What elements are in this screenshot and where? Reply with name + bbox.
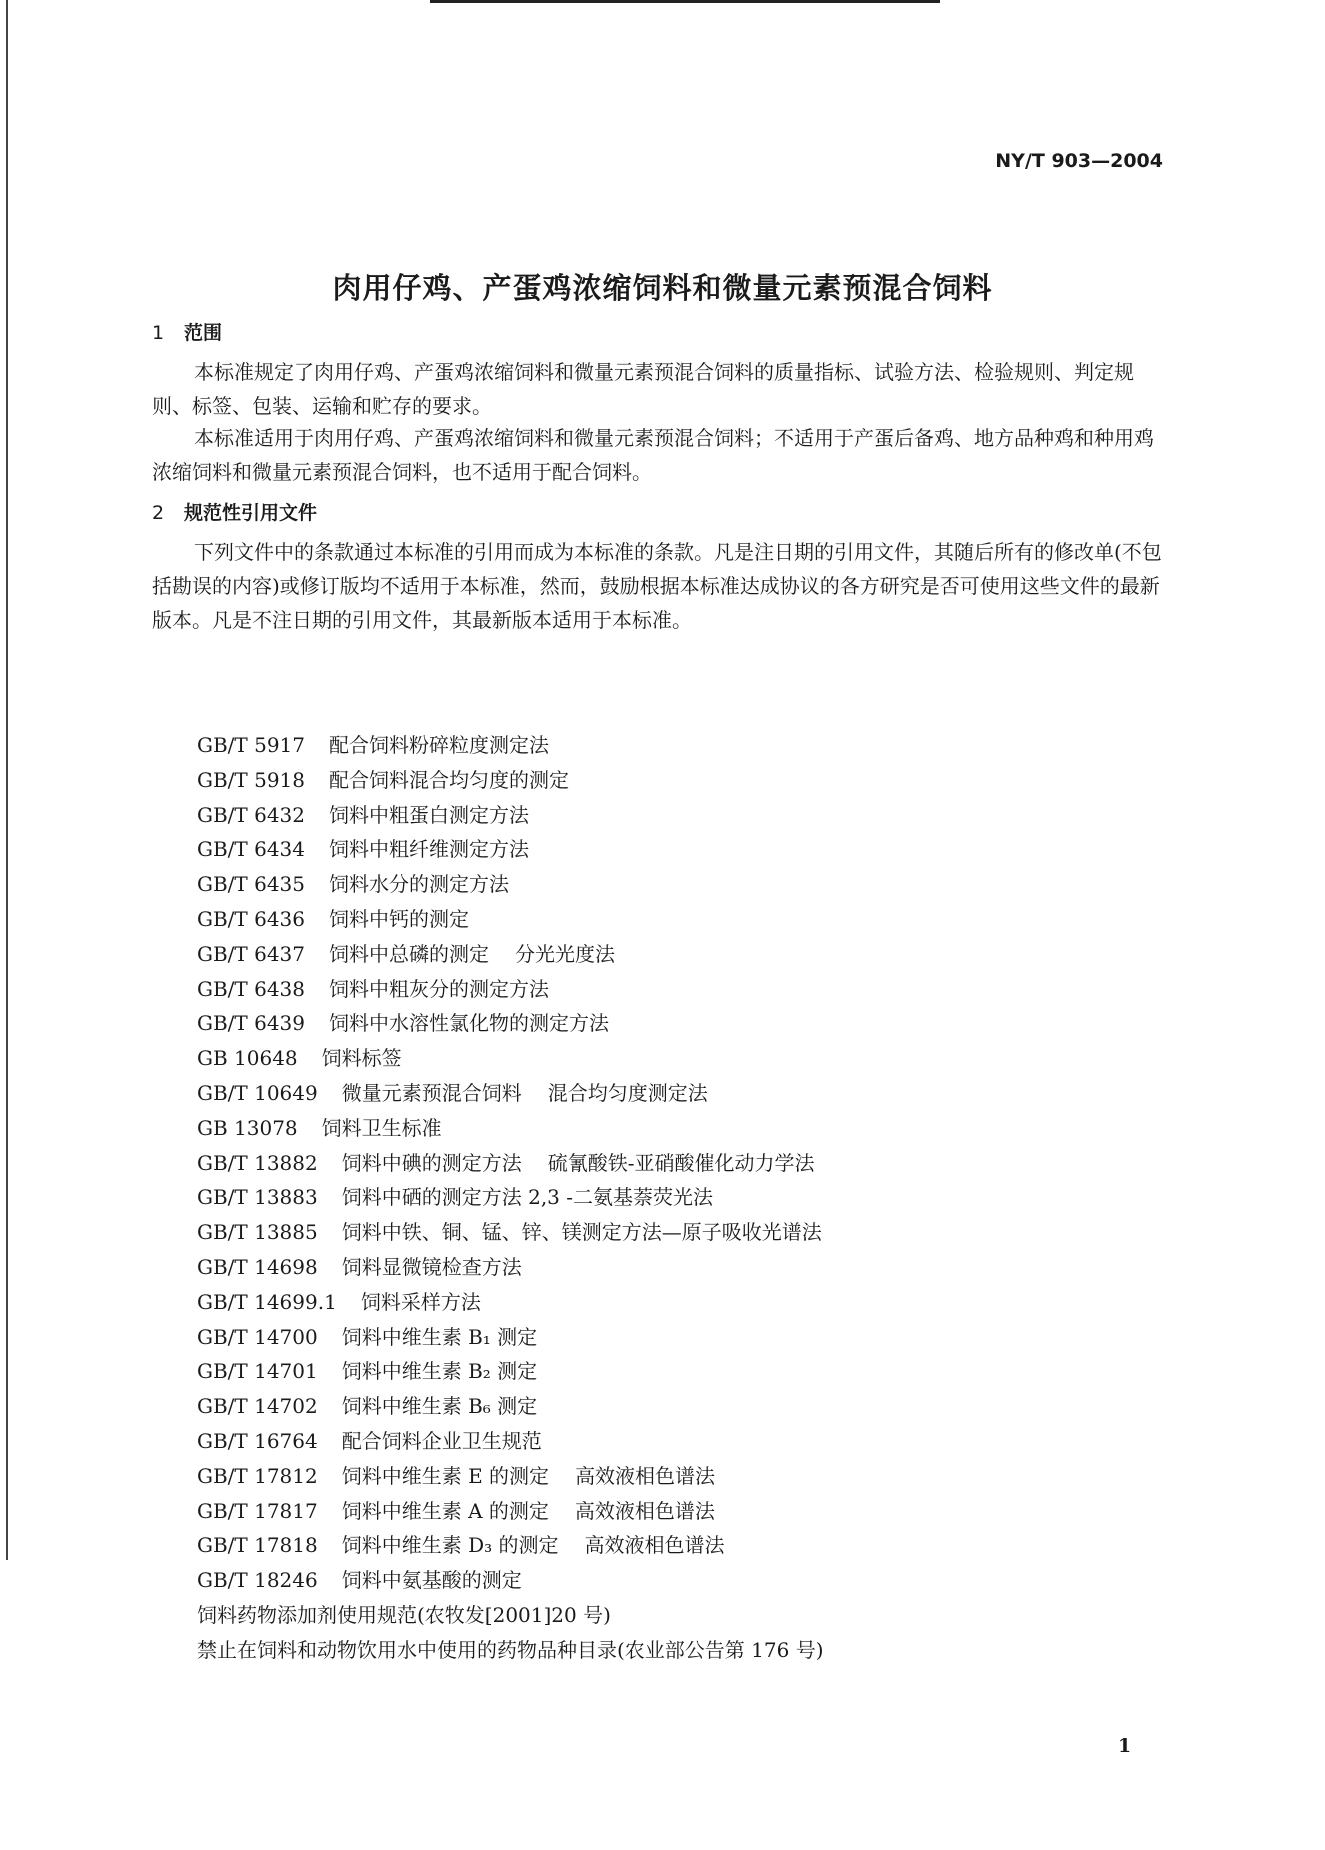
reference-code: GB/T 17818: [197, 1533, 318, 1558]
reference-title: 配合饲料粉碎粒度测定法: [329, 733, 550, 757]
reference-title: 配合饲料企业卫生规范: [341, 1428, 542, 1453]
reference-item: [197, 1076, 1157, 1111]
reference-title: 饲料中碘的测定方法: [341, 1150, 522, 1175]
reference-code: GB/T 13885: [197, 1220, 318, 1245]
section-2-heading: [152, 498, 317, 525]
reference-item: [197, 1528, 1157, 1563]
reference-code: GB/T 6435: [197, 872, 306, 897]
section-2-title: 规范性引用文件: [184, 502, 318, 524]
reference-title: 饲料中维生素 E 的测定: [341, 1463, 550, 1488]
section-1-number: 1: [152, 322, 165, 344]
reference-method: 分光光度法: [515, 941, 616, 966]
reference-item: [197, 1563, 1157, 1598]
reference-item: [197, 728, 1157, 763]
reference-method: 硫氰酸铁-亚硝酸催化动力学法: [547, 1150, 815, 1175]
reference-item: [197, 1459, 1157, 1494]
reference-title: 饲料中维生素 B₂ 测定: [341, 1359, 538, 1384]
reference-code: GB/T 6437: [197, 941, 306, 966]
reference-item: [197, 867, 1157, 902]
reference-item: [197, 1180, 1157, 1215]
reference-code: GB/T 13882: [197, 1150, 318, 1175]
reference-code: GB/T 13883: [197, 1185, 318, 1210]
reference-item: [197, 937, 1157, 972]
reference-code: GB/T 18246: [197, 1568, 318, 1593]
reference-code: GB/T 5917: [197, 733, 306, 757]
reference-title: 饲料卫生标准: [321, 1115, 442, 1140]
reference-title: 微量元素预混合饲料: [341, 1080, 522, 1105]
section-1-paragraph-2: 本标准适用于肉用仔鸡、产蛋鸡浓缩饲料和微量元素预混合饲料；不适用于产蛋后备鸡、地方品种鸡和种用鸡浓缩饲料和微量元素预混合饲料，也不适用于配合饲料。: [152, 426, 1154, 484]
reference-item: [197, 832, 1157, 867]
reference-method: 混合均匀度测定法: [547, 1080, 708, 1105]
reference-title: 饲料中维生素 B₁ 测定: [341, 1324, 538, 1349]
reference-item: [197, 1494, 1157, 1529]
reference-method: 高效液相色谱法: [584, 1533, 725, 1558]
reference-item: [197, 1250, 1157, 1285]
reference-code: GB/T 14701: [197, 1359, 318, 1384]
reference-title: 饲料中维生素 A 的测定: [341, 1498, 549, 1523]
reference-title: 饲料中粗纤维测定方法: [329, 837, 530, 862]
reference-code: GB/T 6438: [197, 976, 306, 1001]
reference-item: [197, 1041, 1157, 1076]
reference-code: GB/T 16764: [197, 1428, 318, 1453]
reference-code: GB/T 5918: [197, 767, 306, 792]
section-1-heading: [152, 318, 222, 345]
reference-item: [197, 1146, 1157, 1181]
reference-code: GB/T 10649: [197, 1080, 318, 1105]
standard-code: NY/T 903—2004: [995, 150, 1163, 172]
reference-title: 饲料显微镜检查方法: [341, 1254, 522, 1279]
reference-method: 高效液相色谱法: [575, 1463, 716, 1488]
reference-code: GB/T 6434: [197, 837, 306, 862]
reference-title: 饲料采样方法: [360, 1289, 481, 1314]
reference-title: 饲料中水溶性氯化物的测定方法: [329, 1011, 610, 1036]
reference-title: 饲料中钙的测定: [329, 906, 470, 931]
reference-code: GB/T 6432: [197, 802, 306, 827]
reference-item: [197, 1633, 1157, 1668]
reference-item: [197, 1424, 1157, 1459]
reference-item: [197, 1215, 1157, 1250]
reference-title: 饲料标签: [321, 1046, 402, 1071]
reference-title: 饲料中维生素 D₃ 的测定: [341, 1533, 559, 1558]
reference-title: 饲料水分的测定方法: [329, 872, 510, 897]
top-rule: [430, 0, 940, 3]
reference-title: 饲料中铁、铜、锰、锌、镁测定方法—原子吸收光谱法: [341, 1220, 822, 1245]
reference-title: 禁止在饲料和动物饮用水中使用的药物品种目录(农业部公告第 176 号): [197, 1637, 824, 1662]
reference-title: 饲料中总磷的测定: [329, 941, 490, 966]
reference-code: GB/T 14698: [197, 1254, 318, 1279]
section-2-number: 2: [152, 502, 165, 524]
reference-code: GB 13078: [197, 1115, 298, 1140]
reference-code: GB/T 17812: [197, 1463, 318, 1488]
reference-code: GB 10648: [197, 1046, 298, 1071]
reference-code: GB/T 14699.1: [197, 1289, 337, 1314]
reference-title: 饲料中粗灰分的测定方法: [329, 976, 550, 1001]
reference-item: [197, 1285, 1157, 1320]
reference-code: GB/T 14700: [197, 1324, 318, 1349]
reference-item: [197, 763, 1157, 798]
reference-item: [197, 1354, 1157, 1389]
reference-title: 饲料中粗蛋白测定方法: [329, 802, 530, 827]
reference-item: [197, 1111, 1157, 1146]
reference-item: [197, 902, 1157, 937]
reference-item: [197, 798, 1157, 833]
reference-item: [197, 972, 1157, 1007]
page-number: 1: [1118, 1735, 1132, 1757]
reference-code: GB/T 17817: [197, 1498, 318, 1523]
reference-item: [197, 1320, 1157, 1355]
reference-item: [197, 1598, 1157, 1633]
document-title: 肉用仔鸡、产蛋鸡浓缩饲料和微量元素预混合饲料: [332, 271, 993, 305]
reference-list: [197, 728, 1157, 1668]
reference-title: 饲料药物添加剂使用规范(农牧发[2001]20 号): [197, 1602, 611, 1627]
section-1-title: 范围: [184, 322, 223, 344]
binding-edge-rule: [6, 0, 8, 1560]
reference-title: 饲料中硒的测定方法 2,3 -二氨基萘荧光法: [341, 1185, 714, 1210]
reference-title: 饲料中氨基酸的测定: [341, 1568, 522, 1593]
reference-title: 配合饲料混合均匀度的测定: [329, 767, 570, 792]
reference-code: GB/T 6436: [197, 906, 306, 931]
reference-method: 高效液相色谱法: [574, 1498, 715, 1523]
reference-code: GB/T 14702: [197, 1394, 318, 1419]
section-1-paragraph-1: 本标准规定了肉用仔鸡、产蛋鸡浓缩饲料和微量元素预混合饲料的质量指标、试验方法、检验规则、判定规则、标签、包装、运输和贮存的要求。: [152, 360, 1134, 418]
reference-item: [197, 1006, 1157, 1041]
reference-item: [197, 1389, 1157, 1424]
reference-title: 饲料中维生素 B₆ 测定: [341, 1394, 538, 1419]
reference-code: GB/T 6439: [197, 1011, 306, 1036]
section-2-paragraph-1: 下列文件中的条款通过本标准的引用而成为本标准的条款。凡是注日期的引用文件，其随后所有的修改单(不包括勘误的内容)或修订版均不适用于本标准，然而，鼓励根据本标准达成协议的各方研究是否可使用这些文件的最新版本。凡是不注日期的引用文件，其最新版本适用于本标准。: [152, 540, 1162, 632]
